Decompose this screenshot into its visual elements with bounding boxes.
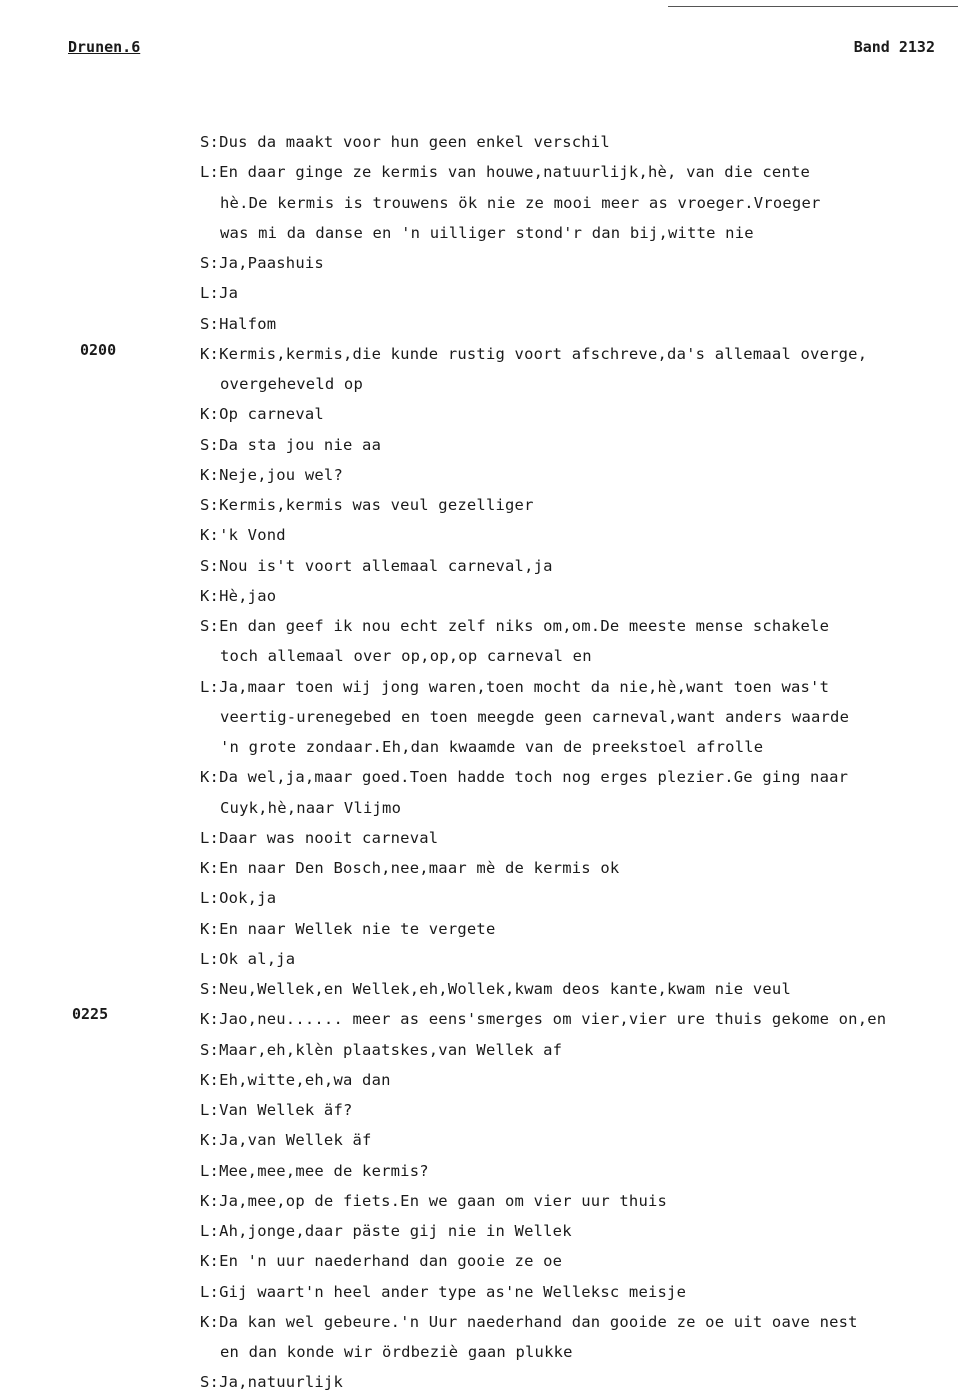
transcript-line: veertig-urenegebed en toen meegde geen carneval,want anders waarde — [220, 707, 850, 726]
transcript-line: S:Neu,Wellek,en Wellek,eh,Wollek,kwam deos kante,kwam nie veul — [200, 980, 791, 998]
transcript-line: S:Ja,Paashuis — [200, 254, 324, 272]
transcript-line: L:Ook,ja — [200, 889, 277, 908]
transcript-line: K:Eh,witte,eh,wa dan — [200, 1070, 391, 1089]
transcript-line: K:Da kan wel gebeure.'n Uur naederhand dan gooide ze oe uit oave nest — [200, 1312, 858, 1331]
transcript-line: K:Da wel,ja,maar goed.Toen hadde toch nog erges plezier.Ge ging naar — [200, 768, 849, 787]
transcript-line: L:Ja,maar toen wij jong waren,toen mocht da nie,hè,want toen was't — [200, 677, 830, 696]
transcript-line: hè.De kermis is trouwens ök nie ze mooi meer as vroeger.Vroeger — [220, 193, 821, 212]
transcript-line: S:En dan geef ik nou echt zelf niks om,om.De meeste mense schakele — [200, 617, 830, 635]
transcript-line: overgeheveld op — [220, 375, 363, 393]
transcript-line: L:Mee,mee,mee de kermis? — [200, 1161, 429, 1180]
transcript-line: S:Dus da maakt voor hun geen enkel verschil — [200, 133, 610, 151]
transcript-body — [200, 127, 940, 1398]
transcript-line: K:Ja,van Wellek äf — [200, 1131, 372, 1150]
header-tape-number: Band 2132 — [853, 38, 935, 56]
transcript-line: en dan konde wir ördbeziè gaan plukke — [220, 1343, 573, 1361]
transcript-line: K:En naar Den Bosch,nee,maar mè de kermis ok — [200, 859, 620, 877]
transcript-line: K:'k Vond — [200, 526, 286, 545]
transcript-line: L:Ah,jonge,daar päste gij nie in Wellek — [200, 1222, 572, 1240]
transcript-line: L:Gij waart'n heel ander type as'ne Welleksc meisje — [200, 1282, 687, 1301]
transcript-line: L:En daar ginge ze kermis van houwe,natuurlijk,hè, van die cente — [200, 163, 811, 182]
transcript-line: S:Maar,eh,klèn plaatskes,van Wellek af — [200, 1040, 563, 1059]
transcript-line: was mi da danse en 'n uilliger stond'r dan bij,witte nie — [220, 223, 754, 242]
transcript-line: toch allemaal over op,op,op carneval en — [220, 647, 592, 666]
transcript-line: Cuyk,hè,naar Vlijmo — [220, 798, 402, 817]
transcript-line: L:Ja — [200, 284, 239, 303]
transcript-line: K:En naar Wellek nie te vergete — [200, 919, 496, 938]
top-rule — [668, 6, 958, 7]
transcript-line: L:Ok al,ja — [200, 949, 296, 968]
transcript-line: K:Hè,jao — [200, 586, 277, 605]
transcript-line: K:Ja,mee,op de fiets.En we gaan om vier uur thuis — [200, 1191, 668, 1210]
transcript-line: K:Kermis,kermis,die kunde rustig voort afschreve,da's allemaal overge, — [200, 344, 868, 363]
header-location: Drunen.6 — [68, 38, 141, 56]
transcript-line: S:Kermis,kermis was veul gezelliger — [200, 496, 534, 514]
margin-counter: 0225 — [72, 1005, 109, 1023]
transcript-line: S:Da sta jou nie aa — [200, 435, 382, 454]
margin-counter: 0200 — [80, 341, 117, 359]
transcript-line: S:Nou is't voort allemaal carneval,ja — [200, 556, 553, 575]
transcript-line: L:Van Wellek äf? — [200, 1101, 353, 1119]
transcript-line: K:Op carneval — [200, 405, 324, 424]
transcript-line: 'n grote zondaar.Eh,dan kwaamde van de preekstoel afrolle — [220, 738, 764, 756]
transcript-line: S:Ja,natuurlijk — [200, 1373, 343, 1392]
transcript-line: K:Neje,jou wel? — [200, 465, 343, 484]
transcript-line: S:Halfom — [200, 314, 277, 333]
transcript-line: L:Daar was nooit carneval — [200, 828, 439, 847]
transcript-line: K:En 'n uur naederhand dan gooie ze oe — [200, 1252, 563, 1271]
transcript-line: K:Jao,neu...... meer as eens'smerges om vier,vier ure thuis gekome on,en — [200, 1010, 887, 1029]
